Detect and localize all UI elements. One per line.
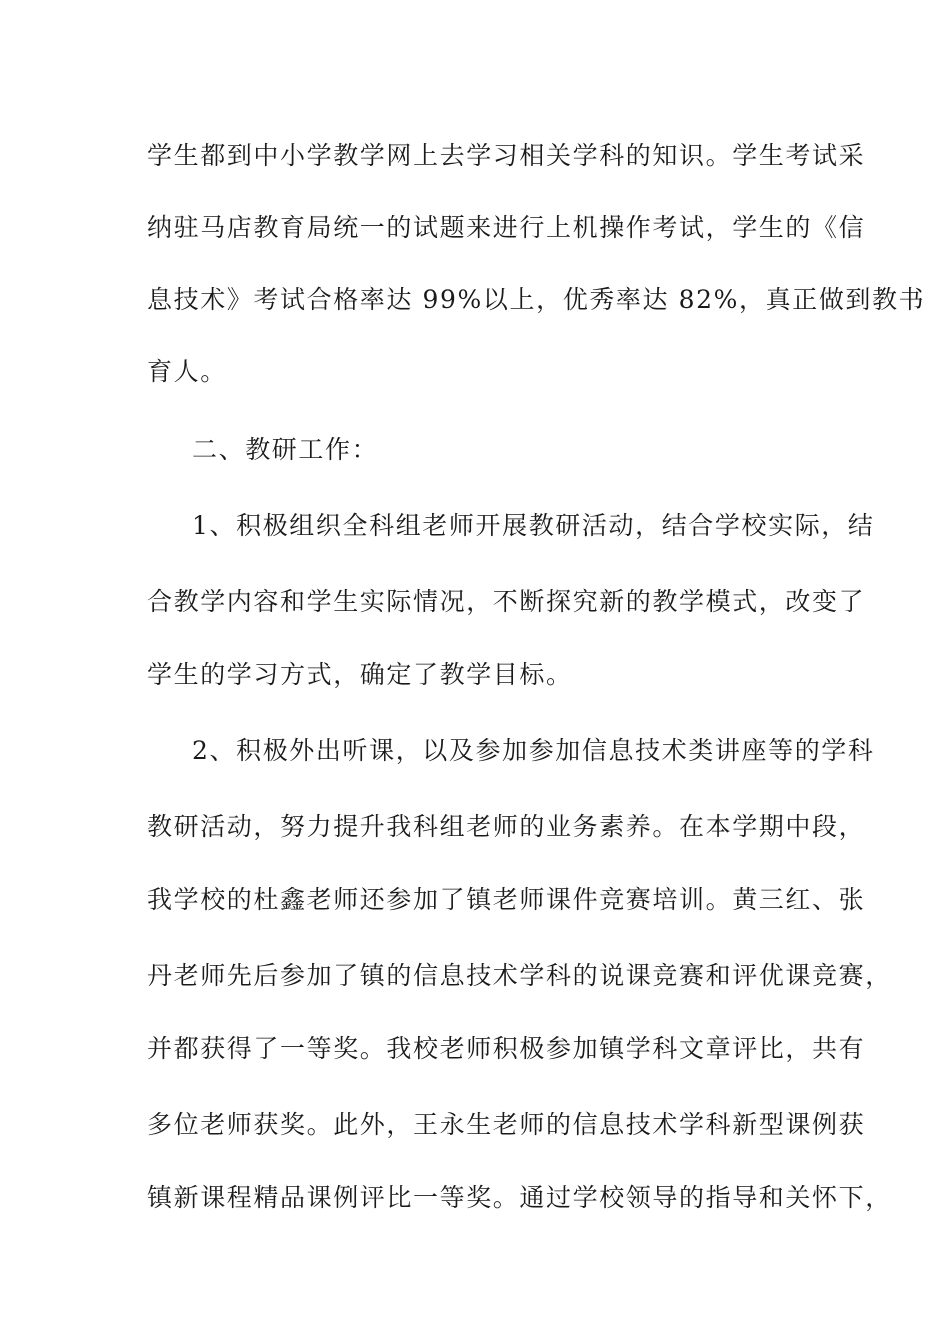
paragraph-line: 多位老师获奖。此外，王永生老师的信息技术学科新型课例获	[147, 1110, 866, 1139]
paragraph-line: 育人。	[147, 357, 227, 386]
paragraph-line: 镇新课程精品课例评比一等奖。通过学校领导的指导和关怀下，	[147, 1183, 892, 1212]
paragraph-line: 教研活动，努力提升我科组老师的业务素养。在本学期中段，	[147, 812, 866, 841]
paragraph-line: 合教学内容和学生实际情况，不断探究新的教学模式，改变了	[147, 587, 866, 616]
section-heading: 二、教研工作：	[192, 435, 379, 464]
paragraph-line: 学生的学习方式，确定了教学目标。	[147, 660, 573, 689]
paragraph-line: 学生都到中小学教学网上去学习相关学科的知识。学生考试采	[147, 141, 866, 170]
paragraph-line: 并都获得了一等奖。我校老师积极参加镇学科文章评比，共有	[147, 1034, 866, 1063]
paragraph-line: 纳驻马店教育局统一的试题来进行上机操作考试，学生的《信	[147, 213, 866, 242]
paragraph-line: 丹老师先后参加了镇的信息技术学科的说课竞赛和评优课竞赛，	[147, 961, 892, 990]
paragraph-line: 息技术》考试合格率达 99%以上，优秀率达 82%，真正做到教书	[147, 285, 926, 314]
paragraph-line: 2、积极外出听课，以及参加参加信息技术类讲座等的学科	[192, 736, 875, 765]
paragraph-line: 我学校的杜鑫老师还参加了镇老师课件竞赛培训。黄三红、张	[147, 885, 866, 914]
paragraph-line: 1、积极组织全科组老师开展教研活动，结合学校实际，结	[192, 511, 875, 540]
